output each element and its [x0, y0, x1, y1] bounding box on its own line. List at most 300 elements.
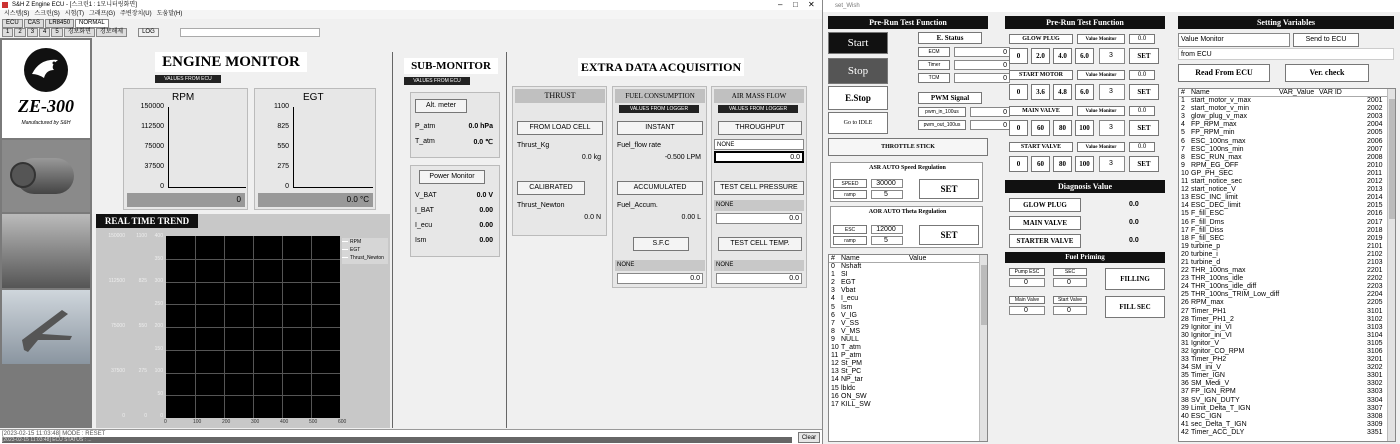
throttle-stick-button[interactable]: THROTTLE STICK: [828, 138, 988, 156]
status-tag-1: CAS: [24, 19, 44, 28]
grid-hline: [166, 350, 340, 351]
trend-axis-thrust: [148, 232, 164, 418]
preset-button[interactable]: 0: [1009, 120, 1028, 136]
estop-button[interactable]: E.Stop: [828, 86, 888, 110]
status-tags: [2, 19, 110, 28]
asr-set-button[interactable]: SET: [919, 179, 979, 199]
grid-hline: [166, 259, 340, 260]
row-name: start_motor_v_min: [1191, 105, 1249, 113]
group-set-button[interactable]: SET: [1129, 120, 1159, 136]
table-row[interactable]: [1179, 219, 1395, 227]
table-row[interactable]: [1179, 162, 1395, 170]
row-name: GP_PH_SEC: [1191, 169, 1234, 177]
table-row[interactable]: [829, 376, 987, 384]
nv-scrollbar[interactable]: [979, 255, 988, 442]
table-row[interactable]: [829, 401, 987, 409]
row-name: Ignitor_CO_RPM: [1191, 348, 1245, 355]
trend-tick: 0: [144, 413, 147, 419]
row-name: Ignitor_ini_VI: [1191, 331, 1232, 339]
table-row[interactable]: [829, 295, 987, 303]
aor-ramp-input[interactable]: 5: [871, 236, 903, 245]
grid-hline: [166, 282, 340, 283]
pwm-signal-button[interactable]: PWM Signal: [918, 92, 982, 104]
grid-hline: [166, 304, 340, 305]
table-row[interactable]: [1179, 170, 1395, 178]
egt-ticks: [257, 103, 291, 190]
row-index: 7: [831, 319, 835, 327]
estatus-row: [918, 59, 1007, 72]
preset-button[interactable]: 80: [1053, 156, 1072, 172]
row-name: Timer_PH2: [1191, 356, 1227, 364]
table-row[interactable]: [1179, 105, 1395, 113]
asr-ramp-label: ramp: [833, 190, 867, 199]
row-index: 16: [1181, 218, 1189, 226]
log-line-2: [2023-02-15 11:03:48] ECU STATUS : ...: [2, 437, 792, 443]
row-index: 10: [831, 344, 839, 352]
pwm-value: 0: [970, 120, 1010, 130]
alt-meter-button[interactable]: Alt. meter: [415, 99, 467, 113]
table-row[interactable]: [829, 271, 987, 279]
row-name: start_notice_V: [1191, 186, 1236, 194]
row-index: 22: [1181, 267, 1189, 275]
group-name: START VALVE: [1009, 142, 1073, 152]
row-name: ESC_INC_limit: [1191, 194, 1238, 202]
value-monitor-label: Value Monitor: [1077, 106, 1125, 116]
menu-item-3[interactable]: 그래프(G): [89, 11, 116, 17]
settings-title: Setting Variables: [1178, 16, 1394, 29]
row-varid: 3301: [1367, 372, 1383, 380]
aor-esc-label: ESC: [833, 225, 867, 234]
fuel-logger-tag: VALUES FROM LOGGER: [619, 105, 699, 113]
trend-xtick: 500: [309, 419, 318, 425]
menu-item-1[interactable]: 스크린(S): [34, 11, 60, 17]
table-row[interactable]: [829, 393, 987, 401]
stop-button[interactable]: Stop: [828, 58, 888, 84]
trend-legend: [342, 238, 388, 264]
pwm-row: [918, 106, 1007, 119]
table-row[interactable]: [829, 360, 987, 368]
diagnosis-value: 0.0: [1129, 219, 1139, 226]
trend-tick: 0: [160, 413, 163, 419]
power-monitor-button[interactable]: Power Monitor: [419, 170, 485, 184]
estatus-label: TCM: [918, 73, 950, 83]
table-row[interactable]: [1179, 121, 1395, 129]
clear-log-button[interactable]: Clear: [798, 432, 820, 443]
table-row[interactable]: [1179, 235, 1395, 243]
send-to-ecu-button[interactable]: Send to ECU: [1293, 33, 1359, 47]
row-varid: 3103: [1367, 323, 1383, 331]
row-varid: 2201: [1367, 267, 1383, 275]
row-name: Ignitor_V: [1191, 339, 1220, 347]
value-monitor-input[interactable]: Value Monitor: [1178, 33, 1290, 47]
settings-scrollbar[interactable]: [1387, 89, 1396, 442]
row-name: Limit_Delta_T_IGN: [1191, 404, 1251, 412]
e-status-button[interactable]: E. Status: [918, 32, 982, 44]
row-index: 14: [831, 376, 839, 384]
main-valve-label: Main Valve: [1009, 296, 1045, 304]
preset-button[interactable]: 60: [1031, 120, 1050, 136]
power-key: Ism: [415, 237, 427, 244]
accumulated-button[interactable]: ACCUMULATED: [617, 181, 703, 195]
trend-tick: 400: [154, 233, 163, 239]
table-row[interactable]: [1179, 413, 1395, 421]
ver-check-button[interactable]: Ver. check: [1285, 64, 1369, 82]
table-row[interactable]: [829, 320, 987, 328]
table-row[interactable]: [1179, 332, 1395, 340]
screen-tab-3[interactable]: 4: [39, 28, 50, 37]
throughput-value: 0.0: [714, 151, 804, 163]
table-row[interactable]: [1179, 113, 1395, 121]
row-index: 5: [831, 303, 835, 311]
tcp-value: 0.0: [716, 213, 802, 224]
title-bar: [0, 0, 822, 10]
nv-header-index: #: [831, 255, 835, 262]
monitor-value: 0.0: [1129, 34, 1155, 44]
row-varid: 3351: [1367, 428, 1383, 436]
preset-button[interactable]: 4.8: [1053, 84, 1072, 100]
trend-xtick: 600: [338, 419, 347, 425]
rpm-label: RPM: [172, 92, 195, 103]
table-row[interactable]: [1179, 202, 1395, 210]
trend-tick: 0: [122, 413, 125, 419]
table-row[interactable]: [1179, 372, 1395, 380]
row-name: FP_RPM_max: [1191, 121, 1237, 129]
table-row[interactable]: [829, 385, 987, 393]
menu-item-4[interactable]: 주변장치(U): [120, 11, 152, 17]
row-index: 5: [1181, 129, 1185, 137]
row-name: ESC_IGN: [1191, 412, 1222, 420]
row-name: THR_100ns_idle: [1191, 275, 1244, 283]
group-set-button[interactable]: SET: [1129, 156, 1159, 172]
table-row[interactable]: [1179, 97, 1395, 105]
nv-header-name: Name: [841, 255, 860, 262]
table-row[interactable]: [1179, 299, 1395, 307]
preset-button[interactable]: 2.0: [1031, 48, 1050, 64]
screen-tab-0[interactable]: 1: [2, 28, 13, 37]
status-tag-2: LR8450: [45, 19, 74, 28]
row-name: I_ecu: [841, 295, 859, 303]
table-row[interactable]: [829, 279, 987, 287]
alt-key: T_atm: [415, 138, 435, 145]
row-index: 12: [831, 360, 839, 368]
table-row[interactable]: [1179, 227, 1395, 235]
group-input[interactable]: 3: [1099, 156, 1125, 172]
trend-tick: 112500: [108, 278, 125, 284]
pwm-label: pwm_out_100us: [918, 120, 966, 130]
row-varid: 3308: [1367, 412, 1383, 420]
row-name: lbldc: [841, 384, 856, 392]
preset-button[interactable]: 100: [1075, 120, 1094, 136]
table-row[interactable]: [1179, 138, 1395, 146]
row-varid: 2101: [1367, 242, 1383, 250]
screen-tab-4[interactable]: 5: [51, 28, 62, 37]
table-row[interactable]: [1179, 429, 1395, 437]
preset-button[interactable]: 0: [1009, 84, 1028, 100]
power-value: 0.0 V: [476, 192, 493, 199]
egt-value: 0.0 °C: [258, 193, 373, 207]
row-varid: 3202: [1367, 364, 1383, 372]
table-row[interactable]: [1179, 324, 1395, 332]
table-row[interactable]: [1179, 308, 1395, 316]
row-varid: 2006: [1367, 137, 1383, 145]
preset-button[interactable]: 6.0: [1075, 84, 1094, 100]
start-valve-input[interactable]: 0: [1053, 306, 1087, 315]
estatus-row: [918, 46, 1007, 59]
table-row[interactable]: [1179, 348, 1395, 356]
asr-speed-input[interactable]: 30000: [871, 179, 903, 188]
trend-xticks: [166, 419, 346, 427]
row-varid: 2203: [1367, 283, 1383, 291]
menu-item-0[interactable]: 시스템(S): [4, 11, 30, 17]
row-index: 11: [831, 352, 839, 360]
instant-button[interactable]: INSTANT: [617, 121, 703, 135]
engine-image: [2, 140, 90, 212]
air-logger-tag: VALUES FROM LOGGER: [718, 105, 798, 113]
row-varid: 2005: [1367, 129, 1383, 137]
table-row[interactable]: [829, 287, 987, 295]
table-row[interactable]: [1179, 129, 1395, 137]
main-valve-input[interactable]: 0: [1009, 306, 1045, 315]
alt-row: [415, 138, 499, 153]
row-varid: 2019: [1367, 234, 1383, 242]
rpm-ticks: [126, 103, 166, 190]
trend-axis-rpm: [98, 232, 126, 418]
row-index: 9: [831, 335, 835, 343]
test-cell-temp-button[interactable]: TEST CELL TEMP.: [718, 237, 802, 251]
row-index: 34: [1181, 364, 1189, 372]
table-row[interactable]: [829, 263, 987, 271]
row-varid: 2202: [1367, 275, 1383, 283]
name-value-table: [828, 254, 988, 442]
trend-tick: 550: [138, 323, 147, 329]
row-index: 16: [831, 392, 839, 400]
table-row[interactable]: [829, 312, 987, 320]
value-monitor-label: Value Monitor: [1077, 70, 1125, 80]
tick-label: 0: [160, 183, 164, 190]
trend-xtick: 400: [280, 419, 289, 425]
from-load-cell-button[interactable]: FROM LOAD CELL: [517, 121, 603, 135]
screen-tab-2[interactable]: 3: [27, 28, 38, 37]
nv-header-value: Value: [909, 255, 927, 262]
row-index: 21: [1181, 258, 1189, 266]
row-name: Timer_ACC_DLY: [1191, 428, 1245, 436]
group-set-button[interactable]: SET: [1129, 48, 1159, 64]
table-row[interactable]: [829, 368, 987, 376]
row-varid: 2004: [1367, 121, 1383, 129]
row-index: 4: [831, 295, 835, 303]
row-name: turbine_i: [1191, 250, 1218, 258]
throughput-button[interactable]: THROUGHPUT: [718, 121, 802, 135]
row-index: 8: [831, 327, 835, 335]
preset-button[interactable]: 4.0: [1053, 48, 1072, 64]
table-row[interactable]: [829, 304, 987, 312]
trend-tick: 150000: [108, 233, 125, 239]
table-row[interactable]: [829, 336, 987, 344]
row-varid: 2016: [1367, 210, 1383, 218]
sec-input[interactable]: 0: [1053, 278, 1087, 287]
preset-button[interactable]: 0: [1009, 156, 1028, 172]
throughput-select[interactable]: NONE: [714, 139, 804, 150]
start-valve-label: Start Valve: [1053, 296, 1087, 304]
table-row[interactable]: [1179, 186, 1395, 194]
priming-title: Fuel Priming: [1005, 252, 1165, 263]
trend-xtick: 300: [251, 419, 260, 425]
grid-hline: [166, 395, 340, 396]
fuel-accum-label: Fuel_Accum.: [617, 202, 658, 209]
screen-tab-1[interactable]: 2: [14, 28, 25, 37]
row-name: Nshaft: [841, 263, 862, 271]
aor-esc-input[interactable]: 12000: [871, 225, 903, 234]
row-name: Timer_PH1: [1191, 307, 1227, 315]
row-varid: 2011: [1367, 169, 1383, 177]
estatus-row: [918, 72, 1007, 85]
row-name: ESC_RUN_max: [1191, 153, 1242, 161]
estatus-label: ECM: [918, 47, 950, 57]
tct-select[interactable]: NONE: [714, 260, 804, 271]
asr-speed-label: SPEED: [833, 179, 867, 188]
table-row[interactable]: [829, 344, 987, 352]
trend-plot[interactable]: [166, 236, 340, 418]
screen-tab-5[interactable]: 경보화면: [64, 28, 95, 37]
table-row[interactable]: [1179, 405, 1395, 413]
power-monitor-panel: [410, 165, 500, 257]
pump-esc-input[interactable]: 0: [1009, 278, 1045, 287]
table-row[interactable]: [1179, 388, 1395, 396]
table-row[interactable]: [1179, 259, 1395, 267]
row-varid: 2013: [1367, 186, 1383, 194]
prerun-left-title: Pre-Run Test Function: [828, 16, 988, 29]
table-row[interactable]: [1179, 421, 1395, 429]
thrust-newton-label: Thrust_Newton: [517, 202, 565, 209]
table-row[interactable]: [1179, 210, 1395, 218]
row-varid: 2002: [1367, 105, 1383, 113]
app-icon: [2, 2, 8, 8]
row-index: 1: [1181, 97, 1185, 105]
minimize-icon[interactable]: –: [778, 0, 783, 9]
read-from-ecu-button[interactable]: Read From ECU: [1178, 64, 1270, 82]
table-row[interactable]: [829, 328, 987, 336]
fill-sec-button[interactable]: FILL SEC: [1105, 296, 1165, 318]
set-header-value: VAR_Value: [1279, 89, 1315, 96]
estatus-value: 0: [954, 60, 1010, 70]
group-set-button[interactable]: SET: [1129, 84, 1159, 100]
menu-item-5[interactable]: 도움말(H): [156, 11, 183, 17]
table-row[interactable]: [1179, 178, 1395, 186]
row-varid: 3105: [1367, 339, 1383, 347]
group-input[interactable]: 3: [1099, 120, 1125, 136]
table-row[interactable]: [1179, 267, 1395, 275]
row-index: 8: [1181, 153, 1185, 161]
table-row[interactable]: [1179, 283, 1395, 291]
table-row[interactable]: [1179, 397, 1395, 405]
maximize-icon[interactable]: □: [793, 0, 798, 9]
table-row[interactable]: [1179, 243, 1395, 251]
table-row[interactable]: [1179, 340, 1395, 348]
sfc-button[interactable]: S.F.C: [633, 237, 689, 251]
screen-tab-7[interactable]: LOG: [138, 28, 159, 37]
table-row[interactable]: [1179, 275, 1395, 283]
grid-hline: [166, 327, 340, 328]
test-cell-pressure-button[interactable]: TEST CELL PRESSURE: [714, 181, 804, 195]
close-icon[interactable]: ✕: [808, 0, 815, 9]
trend-tick: 75000: [111, 323, 125, 329]
pump-esc-label: Pump ESC: [1009, 268, 1045, 276]
aor-set-button[interactable]: SET: [919, 225, 979, 245]
engine-monitor-title: ENGINE MONITOR: [155, 52, 307, 72]
tcp-select[interactable]: NONE: [714, 200, 804, 211]
row-index: 0: [831, 263, 835, 271]
row-name: V_MS: [841, 327, 861, 335]
row-name: F_fill_ESC: [1191, 210, 1225, 218]
row-index: 10: [1181, 169, 1189, 177]
table-row[interactable]: [1179, 154, 1395, 162]
row-varid: 3102: [1367, 315, 1383, 323]
preset-button[interactable]: 60: [1031, 156, 1050, 172]
asr-ramp-input[interactable]: 5: [871, 190, 903, 199]
asr-panel: [830, 162, 983, 202]
table-row[interactable]: [829, 352, 987, 360]
calibrated-button[interactable]: CALIBRATED: [517, 181, 585, 195]
tick-label: 275: [277, 163, 289, 170]
row-varid: 3303: [1367, 388, 1383, 396]
table-row[interactable]: [1179, 316, 1395, 324]
row-varid: 2014: [1367, 194, 1383, 202]
row-index: 3: [1181, 113, 1185, 121]
thrust-newton-value: 0.0 N: [517, 213, 603, 224]
fuel-rate-label: Fuel_flow rate: [617, 142, 661, 149]
brand-name: ZE-300: [18, 96, 74, 116]
trend-tick: 825: [138, 278, 147, 284]
row-index: 4: [1181, 121, 1185, 129]
trend-title: REAL TIME TREND: [96, 214, 198, 228]
estatus-value: 0: [954, 73, 1010, 83]
thrust-kg-label: Thrust_Kg: [517, 142, 550, 149]
preset-button[interactable]: 0: [1009, 48, 1028, 64]
screen-tab-6[interactable]: 경보해제: [96, 28, 127, 37]
menu-item-2[interactable]: 시험(T): [64, 11, 85, 17]
table-row[interactable]: [1179, 194, 1395, 202]
preset-button[interactable]: 3.6: [1031, 84, 1050, 100]
sfc-select[interactable]: NONE: [615, 260, 705, 271]
row-index: 25: [1181, 291, 1189, 299]
go-to-idle-button[interactable]: Go to IDLE: [828, 112, 888, 134]
start-button[interactable]: Start: [828, 32, 888, 54]
group-input[interactable]: 3: [1099, 48, 1125, 64]
row-index: 35: [1181, 372, 1189, 380]
table-row[interactable]: [1179, 364, 1395, 372]
table-row[interactable]: [1179, 356, 1395, 364]
filling-button[interactable]: FILLING: [1105, 268, 1165, 290]
table-row[interactable]: [1179, 380, 1395, 388]
group-input[interactable]: 3: [1099, 84, 1125, 100]
preset-button[interactable]: 100: [1075, 156, 1094, 172]
aor-panel: [830, 206, 983, 248]
table-row[interactable]: [1179, 251, 1395, 259]
monitor-value: 0.0: [1129, 70, 1155, 80]
row-varid: 2010: [1367, 161, 1383, 169]
trend-xtick: 0: [164, 419, 167, 425]
row-name: SM_Medi_V: [1191, 380, 1230, 388]
set-header-index: #: [1181, 89, 1185, 96]
estatus-value: 0: [954, 47, 1010, 57]
table-row[interactable]: [1179, 146, 1395, 154]
status-input[interactable]: [180, 28, 320, 37]
alt-key: P_atm: [415, 123, 436, 130]
table-row[interactable]: [1179, 291, 1395, 299]
preset-button[interactable]: 6.0: [1075, 48, 1094, 64]
preset-button[interactable]: 80: [1053, 120, 1072, 136]
row-name: F_fill_SEC: [1191, 234, 1225, 242]
